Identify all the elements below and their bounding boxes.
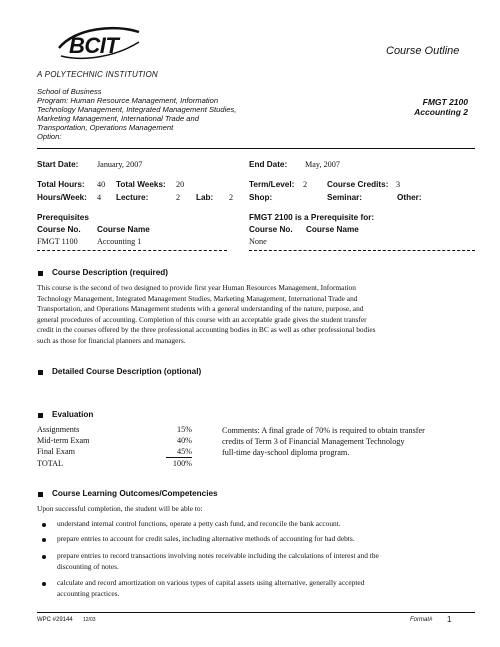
section-bullet: [38, 271, 43, 276]
program-line: Program: Human Resource Management, Information: [37, 96, 219, 105]
prereq-col-course-name: Course Name: [97, 225, 150, 234]
eval-value: 45%: [176, 447, 192, 456]
end-date-value: May, 2007: [305, 160, 340, 169]
total-hours-label: Total Hours:: [37, 180, 85, 189]
outcome-line: prepare entries to account for credit sales, including alternative methods of accounting for bad debts.: [57, 534, 355, 543]
total-weeks-label: Total Weeks:: [116, 180, 166, 189]
comment-line: Comments: A final grade of 70% is required to obtain transfer: [222, 426, 425, 435]
term-level-label: Term/Level:: [249, 180, 295, 189]
eval-label: Final Exam: [37, 447, 75, 456]
course-credits-value: 3: [396, 180, 401, 189]
description-line: general procedures of accounting. Completion of this course with an acceptable grade gives the student transfer: [37, 314, 367, 324]
prereq-col-course-no: Course No.: [37, 225, 81, 234]
prereq-course-name: Accounting 1: [97, 237, 142, 246]
description-line: Transportation, and Operations Management students with a general understanding of the nature, purpose, and: [37, 304, 364, 314]
outcomes-heading: Course Learning Outcomes/Competencies: [52, 489, 218, 498]
description-line: credit in the courses offered by the three professional accounting bodies in BC as well as other professional bodies: [37, 325, 376, 335]
start-date-label: Start Date:: [37, 160, 79, 169]
page-number: 1: [447, 615, 452, 624]
prereq-underline: [37, 250, 227, 251]
lecture-value: 2: [176, 193, 181, 202]
doc-title: Course Outline: [386, 45, 460, 57]
outcome-line: accounting practices.: [57, 588, 120, 598]
eval-total-rule: [166, 457, 192, 458]
option-label: Option:: [37, 132, 62, 141]
prereq-course-no: FMGT 1100: [37, 237, 78, 246]
outcome-line: calculate and record amortization on various types of capital assets using alternative, generally accepted: [57, 578, 365, 587]
program-line: Transportation, Operations Management: [37, 123, 174, 132]
lecture-label: Lecture:: [116, 193, 149, 202]
lab-label: Lab:: [196, 193, 214, 202]
eval-value: 15%: [176, 425, 192, 434]
course-description-text: [37, 283, 481, 347]
outcome-item: [57, 534, 355, 545]
outcome-line: understand internal control functions, operate a petty cash fund, and reconcile the bank account.: [57, 519, 341, 528]
prereq-for-underline: [249, 250, 475, 251]
total-weeks-value: 20: [176, 180, 185, 189]
prereq-for-col-course-no: Course No.: [249, 225, 293, 234]
prereq-for-value: None: [249, 237, 267, 246]
list-bullet: [42, 523, 46, 527]
course-credits-label: Course Credits:: [327, 180, 389, 189]
list-bullet: [42, 555, 46, 559]
comment-line: credits of Term 3 of Financial Management Technology: [222, 437, 405, 446]
hours-week-label: Hours/Week:: [37, 193, 87, 202]
format-label: Format#: [410, 617, 433, 623]
description-line: Technology Management, Integrated Management Studies, Marketing Management, International Trade and: [37, 293, 358, 303]
prereq-for-col-course-name: Course Name: [306, 225, 359, 234]
term-level-value: 2: [303, 180, 308, 189]
start-date-value: January, 2007: [97, 160, 143, 169]
course-name: Accounting 2: [414, 107, 468, 117]
tagline: A POLYTECHNIC INSTITUTION: [37, 70, 158, 79]
outcome-item: [57, 578, 364, 599]
eval-value: 100%: [172, 459, 192, 468]
evaluation-heading: Evaluation: [52, 410, 94, 419]
program-block: [37, 87, 297, 141]
section-bullet: [38, 370, 43, 375]
school-name: School of Business: [37, 87, 102, 96]
description-line: such as those for financial planners and managers.: [37, 335, 186, 345]
list-bullet: [42, 582, 46, 586]
eval-label: Assignments: [37, 425, 80, 434]
end-date-label: End Date:: [249, 160, 288, 169]
bcit-logo: [55, 22, 143, 66]
outcome-line: prepare entries to record transactions involving notes receivable including the calculations of interest and the: [57, 551, 379, 560]
program-line: Marketing Management, International Trade and: [37, 114, 199, 123]
section-bullet: [38, 492, 43, 497]
eval-value: 40%: [176, 436, 192, 445]
comment-line: full-time day-school diploma program.: [222, 448, 350, 457]
eval-label: TOTAL: [37, 459, 64, 468]
outcomes-intro: Upon successful completion, the student will be able to:: [37, 504, 203, 513]
outcome-line: discounting of notes.: [57, 561, 119, 571]
prerequisites-heading: Prerequisites: [37, 213, 89, 222]
outcome-item: [57, 519, 341, 530]
eval-label: Mid-term Exam: [37, 436, 90, 445]
divider: [37, 148, 475, 149]
form-date: 12/03: [83, 617, 96, 623]
total-hours-value: 40: [97, 180, 106, 189]
description-line: This course is the second of two designed to provide first year Human Resources Management, Information: [37, 283, 356, 292]
hours-week-value: 4: [97, 193, 102, 202]
seminar-label: Seminar:: [327, 193, 363, 202]
section-bullet: [38, 413, 43, 418]
lab-value: 2: [229, 193, 234, 202]
other-label: Other:: [397, 193, 422, 202]
program-line: Technology Management, Integrated Management Studies,: [37, 105, 237, 114]
prerequisite-for-heading: FMGT 2100 is a Prerequisite for:: [249, 213, 375, 222]
evaluation-comments: [222, 425, 425, 458]
shop-label: Shop:: [249, 193, 273, 202]
outcome-item: [57, 551, 379, 572]
detailed-description-heading: Detailed Course Description (optional): [52, 367, 202, 376]
course-description-heading: Course Description (required): [52, 268, 169, 277]
logo-text: BCIT: [69, 33, 119, 58]
course-code: FMGT 2100: [422, 97, 468, 107]
footer-rule: [37, 612, 475, 613]
list-bullet: [42, 538, 46, 542]
form-code: WPC #29144: [37, 617, 73, 623]
